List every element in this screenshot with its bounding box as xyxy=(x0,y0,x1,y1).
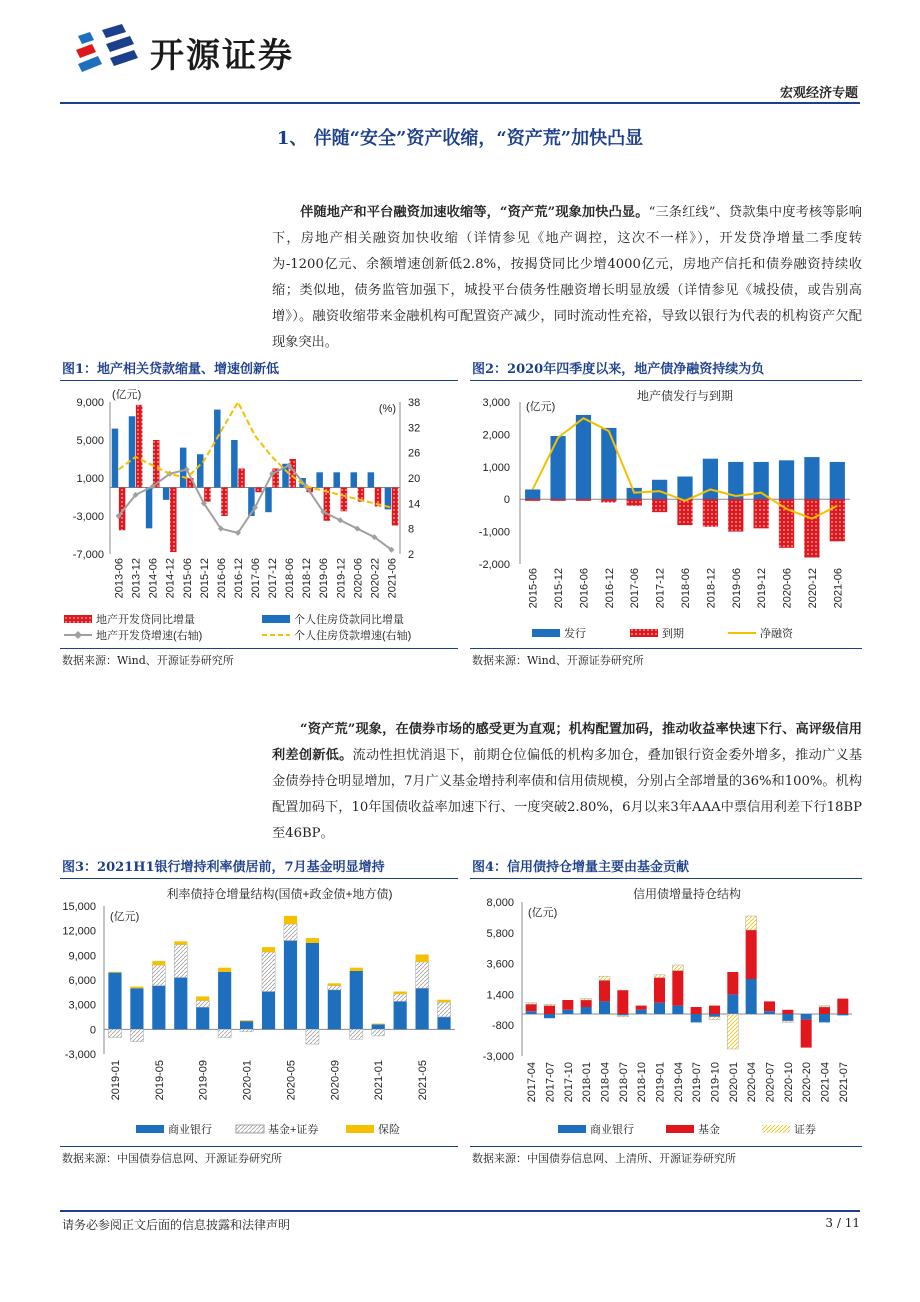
stacked-bar-segment xyxy=(328,986,341,990)
y-tick-label-right: 20 xyxy=(408,473,421,485)
figure-4-source-rule xyxy=(470,1146,862,1147)
y-tick-label-left: -3,000 xyxy=(72,511,104,523)
x-tick-label: 2016-12 xyxy=(232,558,245,599)
y-tick-label: 2,000 xyxy=(482,429,510,442)
figure-2-source-rule xyxy=(470,648,862,649)
y-tick-label-right: 32 xyxy=(408,422,421,435)
stacked-bar-segment xyxy=(709,1006,720,1014)
stacked-bar-segment xyxy=(372,1024,385,1029)
y-tick-label: -800 xyxy=(491,1020,514,1033)
stacked-bar-segment xyxy=(218,1029,231,1037)
paragraph-1 xyxy=(272,200,862,356)
y-tick-label: -3,000 xyxy=(64,1049,96,1061)
bar-housing-loan xyxy=(146,488,152,529)
stacked-bar-segment xyxy=(581,1000,592,1007)
bar-housing-loan xyxy=(112,429,118,488)
chart-title: 利率债持仓增量结构(国债+政金债+地方债) xyxy=(166,887,393,901)
stacked-bar-segment xyxy=(562,1010,573,1014)
y-tick-label: -1,000 xyxy=(478,526,510,539)
figure-1-title: 图1：地产相关贷款缩量、增速创新低 xyxy=(62,362,280,377)
bar-developer-loan xyxy=(170,488,176,553)
x-tick-label: 2020-01 xyxy=(241,1060,254,1101)
figure-2-title: 图2：2020年四季度以来，地产债净融资持续为负 xyxy=(472,362,765,377)
x-tick-label: 2020-04 xyxy=(746,1062,759,1103)
stacked-bar-segment xyxy=(218,968,231,972)
bar-housing-loan xyxy=(316,472,322,487)
x-tick-label: 2021-04 xyxy=(819,1062,832,1103)
figure-1-source: 数据来源：Wind、开源证券研究所 xyxy=(62,654,234,667)
stacked-bar-segment xyxy=(764,1001,775,1011)
bar-maturity xyxy=(576,499,591,501)
stacked-bar-segment xyxy=(437,1002,450,1017)
paragraph-2 xyxy=(272,717,862,847)
legend-swatch xyxy=(346,1125,374,1133)
stacked-bar-segment xyxy=(108,1029,121,1037)
figure-3-source-rule xyxy=(60,1146,458,1147)
stacked-bar-segment xyxy=(654,978,665,1003)
bar-maturity xyxy=(830,499,845,541)
paragraph-2-body: 流动性担忧消退下，前期仓位偏低的机构多加仓，叠加银行资金委外增多，推动广义基金债券持仓明显增加，7月广义基金增持利率债和信用债规模，分别占全部增量的36%和100%。机构配置加码下，10年国债收益率加速下行、一度突破2.80%，6月以来3年AAA中票信用利差下行18BP至46BP。 xyxy=(272,748,863,841)
legend-swatch xyxy=(236,1125,264,1133)
x-tick-label: 2017-06 xyxy=(250,558,262,599)
stacked-bar-segment xyxy=(544,1004,555,1005)
stacked-bar-segment xyxy=(581,1007,592,1014)
figure-2-source: 数据来源：Wind、开源证券研究所 xyxy=(472,654,644,667)
bar-issuance xyxy=(576,415,591,499)
x-tick-label: 2019-12 xyxy=(756,568,769,609)
stacked-bar-segment xyxy=(306,943,319,1029)
bar-housing-loan xyxy=(129,416,135,487)
paragraph-1-lead: 伴随地产和平台融资加速收缩等，“资产荒”现象加快凸显。 xyxy=(300,205,649,220)
x-tick-label: 2020-20 xyxy=(801,1062,814,1103)
y-tick-label: 3,600 xyxy=(486,958,514,971)
figure-1-source-rule xyxy=(60,648,458,649)
legend-swatch xyxy=(64,615,92,623)
stacked-bar-segment xyxy=(240,1021,253,1029)
stacked-bar-segment xyxy=(152,961,165,965)
stacked-bar-segment xyxy=(654,975,665,978)
paragraph-2-lead: “资产荒”现象，在债券市场的感受更为直观；机构配置加码，推动收益率快速下行、高评级信用利差创新低。 xyxy=(272,722,862,763)
stacked-bar-segment xyxy=(350,971,363,1029)
legend-swatch xyxy=(262,615,290,623)
y-tick-label-right: 26 xyxy=(408,447,421,460)
y-tick-label: 1,400 xyxy=(486,989,514,1002)
header-divider xyxy=(60,102,860,104)
x-tick-label: 2020-06 xyxy=(781,568,794,609)
stacked-bar-segment xyxy=(599,980,610,1001)
stacked-bar-segment xyxy=(218,972,231,1030)
stacked-bar-segment xyxy=(240,1029,253,1031)
stacked-bar-segment xyxy=(328,990,341,1029)
stacked-bar-segment xyxy=(174,945,187,978)
y-tick-label-right: 38 xyxy=(408,397,421,409)
y-tick-label: 12,000 xyxy=(62,925,96,938)
stacked-bar-segment xyxy=(416,988,429,1029)
bar-issuance xyxy=(830,462,845,499)
stacked-bar-segment xyxy=(581,999,592,1000)
stacked-bar-segment xyxy=(130,988,143,1029)
stacked-bar-segment xyxy=(782,1021,793,1022)
x-tick-label: 2020-09 xyxy=(329,1060,342,1101)
y-tick-label-left: -7,000 xyxy=(72,549,104,561)
x-tick-label: 2015-06 xyxy=(181,558,194,599)
stacked-bar-segment xyxy=(636,1006,647,1010)
stacked-bar-segment xyxy=(284,941,297,1030)
stacked-bar-segment xyxy=(350,968,363,971)
bar-housing-loan xyxy=(368,472,374,487)
x-tick-label: 2015-06 xyxy=(527,568,540,609)
figure-3-title-rule xyxy=(60,878,458,879)
stacked-bar-segment xyxy=(672,965,683,971)
figure-1-chart xyxy=(60,384,460,646)
bar-developer-loan xyxy=(136,405,142,488)
bar-maturity xyxy=(677,499,692,525)
x-tick-label: 2018-12 xyxy=(705,568,718,609)
x-tick-label: 2018-01 xyxy=(581,1062,594,1103)
x-tick-label: 2016-12 xyxy=(603,568,616,609)
x-tick-label: 2019-01 xyxy=(109,1060,122,1101)
stacked-bar-segment xyxy=(691,1007,702,1014)
x-tick-label: 2016-06 xyxy=(215,558,228,599)
stacked-bar-segment xyxy=(599,976,610,980)
bar-issuance xyxy=(550,436,565,499)
stacked-bar-segment xyxy=(152,965,165,986)
stacked-bar-segment xyxy=(526,1003,537,1004)
x-tick-label: 2018-06 xyxy=(680,568,692,609)
y-tick-label: -2,000 xyxy=(478,559,510,571)
stacked-bar-segment xyxy=(801,1014,812,1020)
bar-developer-loan xyxy=(221,488,227,517)
paragraph-1-body: “三条红线”、贷款集中度考核等影响下，房地产相关融资加快收缩（详情参见《地产调控，这次不一样》），开发贷净增量二季度转为-1200亿元、余额增速创新低2.8%，按揭贷同比少增4000亿元，房地产信托和债券融资持续收缩；类似地，债务监管加强下，城投平台债务性融资增长明显放缓（详情参见《城投债，或告别高增》）。融资收缩带来金融机构可配置资产减少，同时流动性充裕，导致以银行为代表的机构资产欠配现象突出。 xyxy=(272,205,862,350)
x-tick-label: 2019-06 xyxy=(318,558,331,599)
stacked-bar-segment xyxy=(108,973,121,1030)
stacked-bar-segment xyxy=(416,962,429,988)
stacked-bar-segment xyxy=(196,996,209,1000)
stacked-bar-segment xyxy=(672,971,683,1006)
x-tick-label: 2021-07 xyxy=(837,1062,850,1103)
chart-title: 信用债增量持仓结构 xyxy=(632,887,742,901)
bar-housing-loan xyxy=(231,440,237,488)
bar-issuance xyxy=(652,480,667,499)
x-tick-label: 2020-01 xyxy=(727,1062,740,1103)
stacked-bar-segment xyxy=(654,1003,665,1014)
stacked-bar-segment xyxy=(130,987,143,989)
stacked-bar-segment xyxy=(727,1014,738,1049)
x-tick-label: 2013-06 xyxy=(113,558,126,599)
y-tick-label: 3,000 xyxy=(68,999,96,1012)
x-tick-label: 2021-05 xyxy=(417,1060,430,1101)
y-tick-label: 15,000 xyxy=(62,901,96,913)
y-tick-label-right: 8 xyxy=(408,523,415,536)
bar-housing-loan xyxy=(351,472,357,487)
y-axis-unit: (亿元) xyxy=(526,401,556,413)
x-tick-label: 2017-07 xyxy=(544,1062,557,1103)
y-tick-label: 6,000 xyxy=(68,975,96,987)
stacked-bar-segment xyxy=(394,992,407,994)
bar-issuance xyxy=(601,428,616,499)
legend-swatch xyxy=(558,1125,586,1133)
stacked-bar-segment xyxy=(108,972,121,973)
y-tick-label-left: 1,000 xyxy=(76,473,104,485)
stacked-bar-segment xyxy=(727,994,738,1014)
section-title: 1、 伴随“安全”资产收缩，“资产荒”加快凸显 xyxy=(276,128,644,149)
legend-marker xyxy=(74,631,82,639)
footer-divider xyxy=(60,1210,860,1212)
stacked-bar-segment xyxy=(284,916,297,924)
bar-maturity xyxy=(525,499,540,501)
stacked-bar-segment xyxy=(709,1014,720,1017)
figure-2-title-rule xyxy=(470,380,862,381)
stacked-bar-segment xyxy=(526,1004,537,1011)
stacked-bar-segment xyxy=(764,1011,775,1014)
chart-title: 地产债发行与到期 xyxy=(636,389,734,403)
report-type: 宏观经济专题 xyxy=(779,86,858,101)
bar-maturity xyxy=(627,499,642,505)
stacked-bar-segment xyxy=(262,952,275,991)
x-tick-label: 2020-22 xyxy=(369,558,382,599)
y-tick-label: 8,000 xyxy=(486,897,514,909)
bar-developer-loan xyxy=(255,488,261,493)
stacked-bar-segment xyxy=(636,1010,647,1014)
bar-maturity xyxy=(550,499,565,501)
stacked-bar-segment xyxy=(746,916,757,930)
stacked-bar-segment xyxy=(306,1029,319,1044)
bar-housing-loan xyxy=(197,454,203,487)
y-axis-unit: (亿元) xyxy=(528,907,558,919)
legend-swatch xyxy=(532,629,560,637)
bar-housing-loan xyxy=(265,488,271,513)
bar-housing-loan xyxy=(333,472,339,487)
bar-maturity xyxy=(652,499,667,512)
y-tick-label: 0 xyxy=(503,494,510,507)
brand-logo xyxy=(72,22,144,76)
stacked-bar-segment xyxy=(782,1014,793,1021)
legend-label: 个人住房贷款同比增量 xyxy=(294,614,404,626)
x-tick-label: 2019-07 xyxy=(691,1062,704,1103)
legend-label: 地产开发贷增速(右轴) xyxy=(96,630,203,642)
stacked-bar-segment xyxy=(526,1011,537,1014)
stacked-bar-segment xyxy=(152,986,165,1030)
bar-developer-loan xyxy=(238,469,244,488)
legend-label: 个人住房贷款增速(右轴) xyxy=(294,630,412,642)
stacked-bar-segment xyxy=(819,1014,830,1022)
bar-issuance xyxy=(703,459,718,500)
bar-developer-loan xyxy=(392,488,398,526)
y-tick-label: 1,000 xyxy=(482,461,510,474)
figure-2-chart xyxy=(470,384,862,646)
bar-housing-loan xyxy=(214,410,220,488)
x-tick-label: 2020-07 xyxy=(764,1062,777,1103)
x-tick-label: 2013-12 xyxy=(130,558,143,599)
bar-maturity xyxy=(703,499,718,527)
x-tick-label: 2021-06 xyxy=(386,558,399,599)
bar-issuance xyxy=(677,477,692,500)
stacked-bar-segment xyxy=(599,1001,610,1014)
x-tick-label: 2018-12 xyxy=(301,558,314,599)
x-tick-label: 2014-12 xyxy=(164,558,177,599)
stacked-bar-segment xyxy=(672,1006,683,1014)
figure-4-source: 数据来源：中国债券信息网、上清所、开源证券研究所 xyxy=(472,1152,736,1165)
stacked-bar-segment xyxy=(350,1029,363,1039)
legend-label: 净融资 xyxy=(760,628,793,640)
y-tick-label-left: 9,000 xyxy=(76,397,104,409)
stacked-bar-segment xyxy=(746,930,757,979)
x-tick-label: 2019-05 xyxy=(153,1060,166,1101)
bar-developer-loan xyxy=(204,488,210,502)
x-tick-label: 2020-10 xyxy=(782,1062,795,1103)
x-tick-label: 2019-09 xyxy=(197,1060,210,1101)
stacked-bar-segment xyxy=(284,924,297,940)
stacked-bar-segment xyxy=(394,994,407,1001)
x-tick-label: 2017-04 xyxy=(526,1062,539,1103)
bar-housing-loan xyxy=(180,448,186,488)
legend-swatch xyxy=(136,1125,164,1133)
stacked-bar-segment xyxy=(617,990,628,1014)
legend-label: 地产开发贷同比增量 xyxy=(96,614,195,626)
logo-mark-icon xyxy=(72,22,144,76)
stacked-bar-segment xyxy=(174,941,187,944)
y-tick-label: 3,000 xyxy=(482,397,510,409)
x-tick-label: 2014-06 xyxy=(147,558,160,599)
stacked-bar-segment xyxy=(837,999,848,1014)
stacked-bar-segment xyxy=(562,1000,573,1010)
stacked-bar-segment xyxy=(372,1029,385,1036)
y-axis-unit: (亿元) xyxy=(110,911,140,923)
stacked-bar-segment xyxy=(262,992,275,1030)
stacked-bar-segment xyxy=(709,1017,720,1020)
footer-disclaimer: 请务必参阅正文后面的信息披露和法律声明 xyxy=(62,1218,291,1232)
stacked-bar-segment xyxy=(416,955,429,962)
legend-swatch xyxy=(666,1125,694,1133)
x-tick-label: 2015-12 xyxy=(198,558,211,599)
stacked-bar-segment xyxy=(130,1029,143,1041)
figure-4-title-rule xyxy=(470,878,862,879)
stacked-bar-segment xyxy=(437,1000,450,1002)
bar-issuance xyxy=(779,460,794,499)
x-tick-label: 2018-06 xyxy=(284,558,297,599)
legend-swatch xyxy=(630,629,658,637)
legend-label: 商业银行 xyxy=(168,1124,212,1136)
stacked-bar-segment xyxy=(196,1001,209,1008)
stacked-bar-segment xyxy=(372,1024,385,1025)
x-tick-label: 2019-10 xyxy=(709,1062,722,1103)
stacked-bar-segment xyxy=(837,1014,848,1015)
y-tick-label-right: 2 xyxy=(408,549,415,561)
legend-label: 证券 xyxy=(794,1124,816,1136)
legend-label: 基金 xyxy=(698,1124,720,1136)
stacked-bar-segment xyxy=(617,1015,628,1016)
bar-issuance xyxy=(804,457,819,499)
x-tick-label: 2018-04 xyxy=(599,1062,612,1103)
y-tick-label-left: 5,000 xyxy=(76,435,104,447)
y-tick-label: 0 xyxy=(89,1024,96,1037)
y-axis-unit-right: (%) xyxy=(378,403,396,415)
stacked-bar-segment xyxy=(544,1006,555,1014)
stacked-bar-segment xyxy=(262,947,275,952)
x-tick-label: 2020-06 xyxy=(352,558,365,599)
bar-developer-loan xyxy=(153,440,159,488)
x-tick-label: 2017-12 xyxy=(267,558,280,599)
stacked-bar-segment xyxy=(782,1010,793,1014)
bar-developer-loan xyxy=(341,488,347,512)
figure-3-title: 图3：2021H1银行增持利率债居前，7月基金明显增持 xyxy=(62,860,385,875)
brand-name: 开源证券 xyxy=(150,36,294,76)
x-tick-label: 2015-12 xyxy=(553,568,566,609)
bar-maturity xyxy=(804,499,819,557)
stacked-bar-segment xyxy=(746,979,757,1014)
stacked-bar-segment xyxy=(196,1007,209,1029)
legend-label: 保险 xyxy=(378,1124,400,1136)
figure-3-chart xyxy=(60,882,460,1144)
x-tick-label: 2017-10 xyxy=(562,1062,575,1103)
stacked-bar-segment xyxy=(328,983,341,985)
y-tick-label-right: 14 xyxy=(408,498,421,511)
figure-4-title: 图4：信用债持仓增量主要由基金贡献 xyxy=(472,860,690,875)
bar-issuance xyxy=(525,489,540,499)
x-tick-label: 2019-12 xyxy=(335,558,348,599)
y-tick-label: -3,000 xyxy=(482,1051,514,1063)
x-tick-label: 2019-04 xyxy=(672,1062,685,1103)
x-tick-label: 2017-06 xyxy=(629,568,642,609)
legend-label: 到期 xyxy=(662,628,684,640)
stacked-bar-segment xyxy=(240,1020,253,1021)
stacked-bar-segment xyxy=(437,1017,450,1029)
legend-label: 基金+证券 xyxy=(268,1124,319,1136)
stacked-bar-segment xyxy=(819,1007,830,1014)
bar-maturity xyxy=(754,499,769,528)
x-tick-label: 2016-06 xyxy=(578,568,591,609)
stacked-bar-segment xyxy=(819,1006,830,1007)
legend-label: 发行 xyxy=(564,628,586,640)
stacked-bar-segment xyxy=(544,1014,555,1018)
x-tick-label: 2021-06 xyxy=(832,568,845,609)
figure-4-chart xyxy=(470,882,862,1144)
x-tick-label: 2019-01 xyxy=(654,1062,667,1103)
stacked-bar-segment xyxy=(394,1001,407,1029)
stacked-bar-segment xyxy=(306,938,319,943)
x-tick-label: 2021-01 xyxy=(373,1060,386,1101)
stacked-bar-segment xyxy=(801,1020,812,1048)
legend-swatch xyxy=(762,1125,790,1133)
x-tick-label: 2018-07 xyxy=(617,1062,630,1103)
bar-maturity xyxy=(728,499,743,531)
page-number: 3 / 11 xyxy=(825,1216,860,1230)
stacked-bar-segment xyxy=(174,978,187,1030)
bar-housing-loan xyxy=(163,488,169,500)
x-tick-label: 2017-12 xyxy=(654,568,667,609)
x-tick-label: 2019-06 xyxy=(730,568,743,609)
y-axis-unit-left: (亿元) xyxy=(112,389,142,401)
y-tick-label: 9,000 xyxy=(68,950,96,963)
stacked-bar-segment xyxy=(727,972,738,994)
legend-label: 商业银行 xyxy=(590,1124,634,1136)
x-tick-label: 2020-05 xyxy=(285,1060,298,1101)
y-tick-label: 5,800 xyxy=(486,927,514,940)
x-tick-label: 2018-10 xyxy=(636,1062,649,1103)
bar-maturity xyxy=(601,499,616,502)
stacked-bar-segment xyxy=(691,1014,702,1022)
figure-1-title-rule xyxy=(60,380,458,381)
x-tick-label: 2020-12 xyxy=(806,568,819,609)
figure-3-source: 数据来源：中国债券信息网、开源证券研究所 xyxy=(62,1152,282,1165)
